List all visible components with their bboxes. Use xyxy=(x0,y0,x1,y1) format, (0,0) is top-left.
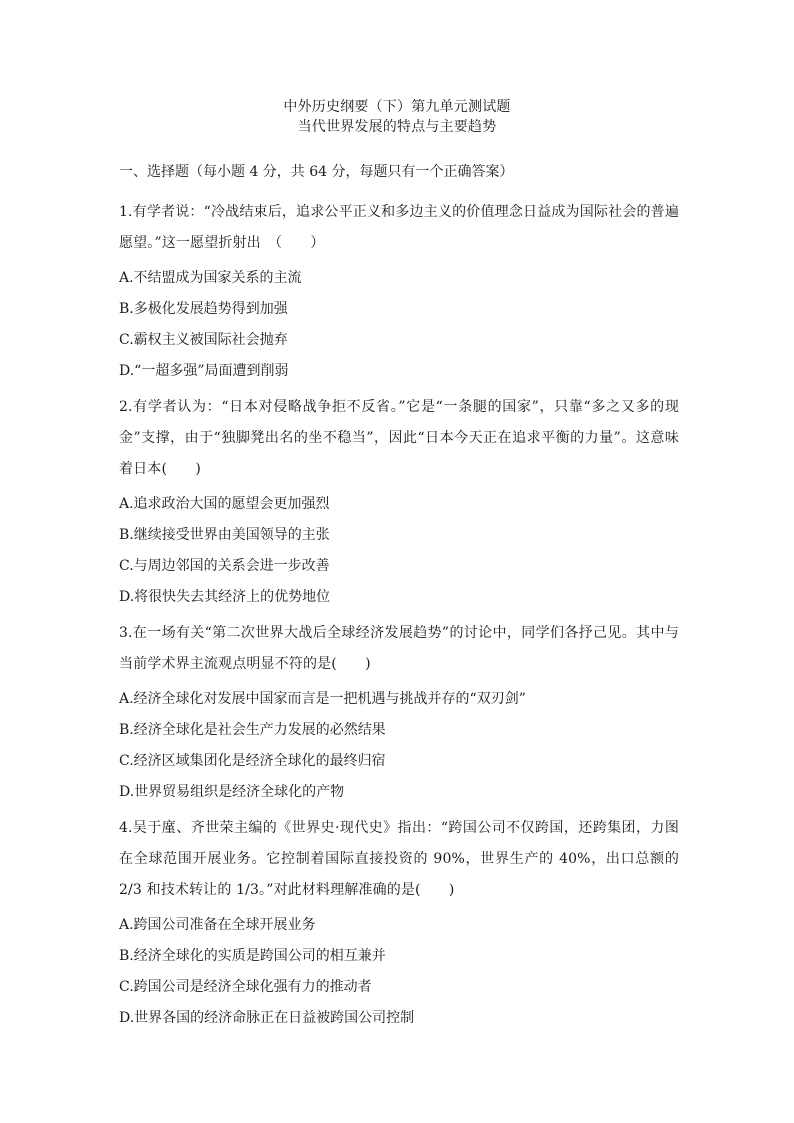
option-b: B.继续接受世界由美国领导的主张 xyxy=(119,527,330,543)
option-a: A.追求政治大国的愿望会更加强烈 xyxy=(119,496,330,512)
question-stem: 2.有学者认为：“日本对侵略战争拒不反省。”它是“一条腿的国家”，只靠“多之又多的现金”支撑，由于“独脚凳出名的坐不稳当”，因此“日本今天正在追求平衡的力量”。这意味着日本( ) xyxy=(119,399,679,477)
question-4 xyxy=(119,813,679,1029)
option-d: D.将很快失去其经济上的优势地位 xyxy=(119,589,331,605)
question-stem: 1.有学者说：“冷战结束后，追求公平正义和多边主义的价值理念日益成为国际社会的普遍愿望。”这一愿望折射出 （ ） xyxy=(119,204,679,251)
question-1 xyxy=(119,197,679,382)
question-3 xyxy=(119,618,679,803)
exam-subtitle: 当代世界发展的特点与主要趋势 xyxy=(297,119,497,135)
option-d: D.“一超多强”局面遭到削弱 xyxy=(119,363,289,379)
exam-title: 中外历史纲要（下）第九单元测试题 xyxy=(283,99,511,115)
section-heading: 一、选择题（每小题 4 分，共 64 分，每题只有一个正确答案） xyxy=(119,164,514,180)
option-c: C.霸权主义被国际社会抛弃 xyxy=(119,332,288,348)
option-a: A.不结盟成为国家关系的主流 xyxy=(119,270,302,286)
exam-content xyxy=(119,162,679,1039)
question-stem: 4.吴于廑、齐世荣主编的《世界史·现代史》指出：“跨国公司不仅跨国，还跨集团，力图在全球范围开展业务。它控制着国际直接投资的 90%，世界生产的 40%，出口总额的 2/3 和技术转让的 1/3。”对此材料理解准确的是( ) xyxy=(119,820,679,898)
option-b: B.多极化发展趋势得到加强 xyxy=(119,301,288,317)
option-c: C.经济区域集团化是经济全球化的最终归宿 xyxy=(119,753,386,769)
option-c: C.跨国公司是经济全球化强有力的推动者 xyxy=(119,979,372,995)
question-stem: 3.在一场有关“第二次世界大战后全球经济发展趋势”的讨论中，同学们各抒己见。其中与当前学术界主流观点明显不符的是( ) xyxy=(119,625,679,672)
option-b: B.经济全球化的实质是跨国公司的相互兼并 xyxy=(119,948,386,964)
option-d: D.世界贸易组织是经济全球化的产物 xyxy=(119,784,345,800)
question-2 xyxy=(119,392,679,608)
option-a: A.经济全球化对发展中国家而言是一把机遇与挑战并存的“双刃剑” xyxy=(119,691,526,707)
option-c: C.与周边邻国的关系会进一步改善 xyxy=(119,558,330,574)
option-d: D.世界各国的经济命脉正在日益被跨国公司控制 xyxy=(119,1010,415,1026)
option-a: A.跨国公司准备在全球开展业务 xyxy=(119,917,316,933)
option-b: B.经济全球化是社会生产力发展的必然结果 xyxy=(119,722,386,738)
